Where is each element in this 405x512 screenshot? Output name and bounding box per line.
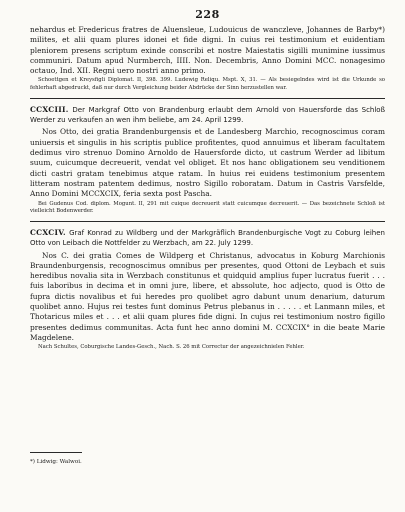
entry-heading — [30, 105, 385, 126]
entry-source-text: Bei Gudenus Cod. diplom. Mogunt. II, 291 mit cuique decreuerit statt cuicumque decreuerit. — Das bezeichnete Schloß ist vielleicht Bodenwerder. — [30, 200, 385, 214]
intro-source-note — [30, 77, 385, 91]
entry-source-note — [30, 344, 385, 351]
footnote: *) Lidwig: Walwoi. — [30, 459, 82, 465]
footnote-divider — [30, 452, 82, 453]
entry-source-text: Nach Schultes, Coburgische Landes-Gesch., Nach. S. 26 mit Correctur der angezeichnielen Fehler. — [38, 344, 305, 351]
section-divider — [30, 98, 385, 99]
entry-source-note — [30, 201, 385, 215]
intro-text: nehardus et Fredericus fratres de Aluensleue, Ludouicus de wanczleve, Johannes de Barby*) milites, et alii quam plures idonei et fide digni. In cuius rei testimonium et euidentiam pleniorem presens scriptum exinde conscribi et nostre Maiestatis sigilli munimine iussimus communiri. Datum apud Nurmberch, IIII. Non. Decembris, Anno Domini MCC. nonagesimo octauo, Ind. XII. Regni uero nostri anno primo. — [30, 25, 385, 76]
entry-heading — [30, 228, 385, 249]
charter-entry — [30, 105, 385, 215]
entry-text — [30, 251, 385, 344]
document-page — [30, 8, 385, 351]
intro-source-text: Schoettgen et Kreysfigli Diplomat. II, 398. 399. Ludewig Reliqu. Mspt. X, 31. — Als besiegelndes wird ist die Urkunde so fehlerhaft abgedruckt, daß nur durch Vergleichung beider Abdrücke der Sinn herzustellen war. — [30, 77, 385, 91]
entry-text — [30, 127, 385, 199]
entry-title: Graf Konrad zu Wildberg und der Markgräflich Brandenburgische Vogt zu Coburg leihen Otto von Leibach die Nottfelder zu Werzbach, am 22. July 1299. — [30, 228, 385, 248]
entry-title: Der Markgraf Otto von Brandenburg erlaubt dem Arnold von Hauersforde das Schloß Werder zu verkaufen an wen ihm beliebe, am 24. April 1299. — [30, 105, 385, 125]
entry-number: CCXCIV. — [30, 227, 66, 237]
section-divider — [30, 221, 385, 222]
entry-number: CCXCIII. — [30, 104, 69, 114]
page-number: 228 — [195, 8, 220, 21]
charter-entry — [30, 228, 385, 351]
entry-text-content: Nos C. dei gratia Comes de Wildperg et Christanus, advocatus in Koburg Marchionis Braundenburgensis, recognoscimus omnibus per presentes, quod Ottoni de Leybach et suis heredibus novalia sita in Werzbach constitunus et quidquid amplius fuper lucratus fuerit . . . fuis laboribus in decima et in omni jure, libere, et abssolute, hoc adjecto, quod is Otto de fupra dictis novalibus et fui heredes pro quolibet agro dabunt unum denarium, daturum quolibet anno. Hujus rei testes funt dominus Petrus plebanus in . . . . . et Lanmann miles, et Thotaricus miles et . . . et alii quam plures fide digni. In cujus rei testimonium nostro figillo presentes dedimus communitas. Acta funt hec anno domini M. CCXCIX° in die beate Marie Magdelene. — [30, 250, 385, 342]
entry-text-content: Nos Otto, dei gratia Brandenburgensis et de Landesberg Marchio, recognoscimus coram uniuersis et singulis in his scriptis publice profitentes, quod annuimus et liberam facultatem dedimus viro strenuo Domino Arnoldo de Hauersforde dicto, ut castrum Werder ad libitum suum, cuicumque decreuerit, vendat vel obliget. Et nos hanc obligationem seu venditionem dicti castri gratam tenebimus atque ratam. In huius rei euidens testimonium presentem litteram nostram patentem dedimus, nostro Sigillo roboratam. Datum in Castris Varsfelde, Anno Domini MCCXCIX, feria sexta post Pascha. — [30, 127, 385, 199]
